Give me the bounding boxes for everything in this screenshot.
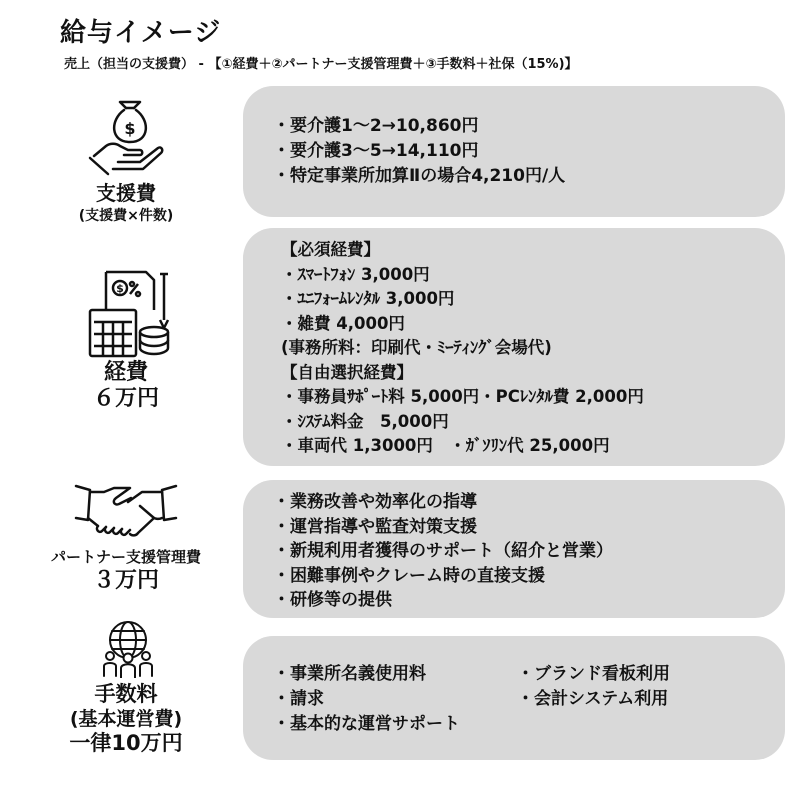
support-line: ・要介護1～2→10,860円 — [273, 116, 479, 136]
fee-item: ・会計システム利用 — [517, 689, 669, 709]
fee-item: ・事業所名義使用料 — [273, 664, 426, 684]
expenses-line: ・車両代 1,3000円 ・ｶﾞｿﾘﾝ代 25,000円 — [281, 436, 610, 455]
globe-people-icon — [100, 620, 156, 678]
fee-item: ・基本的な運営サポート — [273, 714, 460, 734]
expenses-line: ・ｽﾏｰﾄﾌｫﾝ 3,000円 — [281, 264, 430, 284]
fee-item: ・請求 — [273, 689, 324, 709]
calculator-coins-icon — [86, 268, 176, 360]
partner-label: パートナー支援管理費 — [50, 548, 201, 566]
money-bag-hand-icon — [88, 96, 168, 176]
handshake-icon — [74, 478, 178, 548]
support-box — [243, 86, 785, 217]
expenses-line: (事務所料：印刷代・ﾐｰﾃｨﾝｸﾞ会場代) — [281, 338, 552, 357]
partner-line: ・運営指導や監査対策支援 — [273, 516, 477, 537]
fee-amount: 一律10万円 — [69, 731, 183, 755]
partner-line: ・研修等の提供 — [273, 590, 392, 610]
page-title: 給与イメージ — [60, 18, 222, 48]
expenses-amount: ６万円 — [92, 386, 159, 411]
fee-item: ・ブランド看板利用 — [517, 664, 670, 684]
fee-label: 手数料 — [94, 682, 158, 706]
expenses-line: ・ﾕﾆﾌｫｰﾑﾚﾝﾀﾙ 3,000円 — [281, 289, 455, 308]
partner-amount: ３万円 — [92, 568, 159, 593]
partner-line: ・新規利用者獲得のサポート（紹介と営業） — [273, 541, 613, 561]
support-line: ・要介護3～5→14,110円 — [273, 141, 479, 161]
partner-line: ・業務改善や効率化の指導 — [273, 492, 477, 512]
support-line: ・特定事業所加算Ⅱの場合4,210円/人 — [273, 166, 566, 186]
expenses-line: ・雑費 4,000円 — [281, 313, 405, 333]
partner-box — [243, 480, 785, 618]
svg-text:$: $ — [124, 119, 136, 138]
page-subtitle: 売上（担当の支援費） - 【①経費＋②パートナー支援管理費＋③手数料＋社保（15%)】 — [64, 57, 578, 72]
expenses-box — [243, 228, 785, 466]
expenses-line: ・ｼｽﾃﾑ料金 5,000円 — [281, 411, 449, 431]
partner-line: ・困難事例やクレーム時の直接支援 — [273, 565, 545, 586]
fee-sublabel: (基本運営費) — [69, 708, 183, 730]
svg-text:$: $ — [116, 282, 124, 295]
expenses-line: ・事務員ｻﾎﾟｰﾄ料 5,000円・PCﾚﾝﾀﾙ費 2,000円 — [281, 387, 644, 406]
expenses-line: 【必須経費】 — [281, 240, 380, 259]
fee-box — [243, 636, 785, 760]
support-label: 支援費 — [96, 181, 156, 205]
expenses-line: 【自由選択経費】 — [281, 362, 413, 382]
expenses-label: 経費 — [103, 360, 148, 385]
support-sublabel: (支援費×件数) — [78, 208, 174, 224]
